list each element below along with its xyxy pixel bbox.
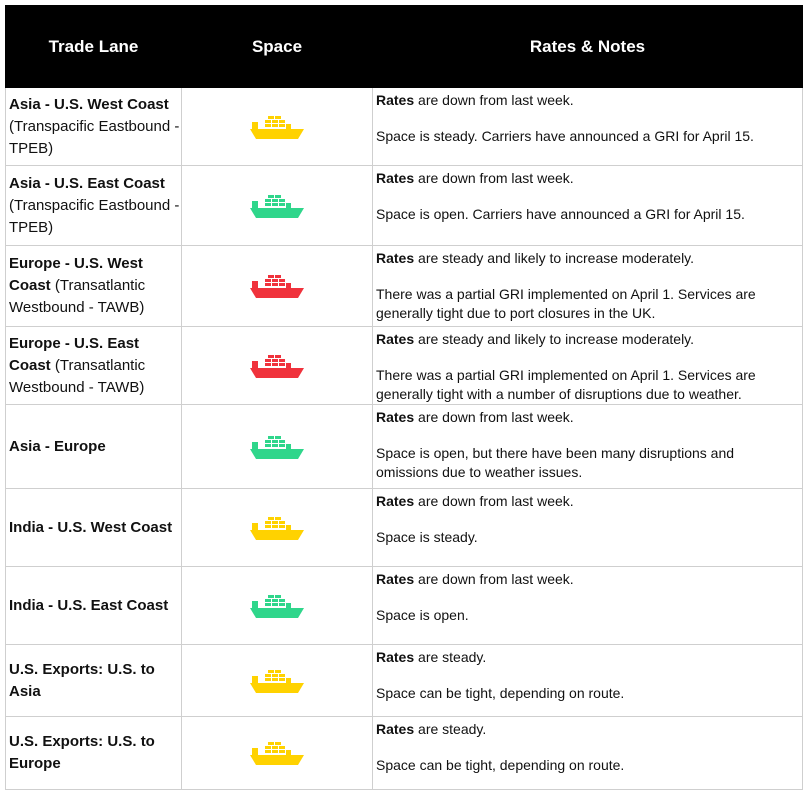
rates-label: Rates xyxy=(376,250,415,266)
trade-lane-cell xyxy=(6,567,182,645)
trade-lane-cell xyxy=(6,489,182,567)
rates-label: Rates xyxy=(376,409,415,425)
trade-lane-detail: (Transpacific Eastbound - TPEB) xyxy=(9,117,180,157)
trade-lane-cell xyxy=(6,88,182,166)
ship-icon xyxy=(250,516,304,540)
ship-icon xyxy=(250,741,304,765)
ship-icon xyxy=(250,274,304,298)
trade-lane-detail: (Transatlantic Westbound - TAWB) xyxy=(9,356,146,396)
space-note: Space is open, but there have been many disruptions and omissions due to weather issues. xyxy=(376,445,735,480)
space-status-cell xyxy=(182,405,373,489)
rates-line xyxy=(376,492,796,511)
rates-line xyxy=(376,570,796,589)
rates-text: are steady and likely to increase moderately. xyxy=(414,331,695,347)
rates-notes-cell xyxy=(373,567,803,645)
header-rates-notes: Rates & Notes xyxy=(373,6,803,88)
space-status-cell xyxy=(182,166,373,246)
ship-icon xyxy=(250,435,304,459)
ship-icon xyxy=(250,594,304,618)
rates-notes-cell xyxy=(373,489,803,567)
space-status-cell xyxy=(182,645,373,717)
rates-line xyxy=(376,408,796,427)
rates-text: are steady. xyxy=(414,649,487,665)
rates-line xyxy=(376,330,796,349)
rates-text: are steady. xyxy=(414,721,487,737)
space-note: There was a partial GRI implemented on April 1. Services are generally tight due to port closures in the UK. xyxy=(376,286,756,321)
table-row xyxy=(6,567,803,645)
rates-label: Rates xyxy=(376,331,415,347)
space-note: Space can be tight, depending on route. xyxy=(376,685,625,701)
rates-text: are down from last week. xyxy=(414,409,574,425)
table-row xyxy=(6,166,803,246)
trade-lane-detail: (Transatlantic Westbound - TAWB) xyxy=(9,277,146,316)
space-note: Space is steady. Carriers have announced a GRI for April 15. xyxy=(376,128,754,144)
rates-text: are down from last week. xyxy=(414,571,574,587)
trade-lane-name: Asia - U.S. East Coast xyxy=(9,174,165,192)
trade-lane-cell xyxy=(6,166,182,246)
ship-icon xyxy=(250,194,304,218)
space-note: Space can be tight, depending on route. xyxy=(376,757,625,773)
rates-line xyxy=(376,648,796,667)
rates-notes-cell xyxy=(373,88,803,166)
rates-label: Rates xyxy=(376,92,415,108)
header-space: Space xyxy=(182,6,373,88)
trade-lane-cell xyxy=(6,246,182,327)
space-status-cell xyxy=(182,88,373,166)
trade-lane-name: Asia - U.S. West Coast xyxy=(9,95,169,113)
table-row xyxy=(6,489,803,567)
trade-lane-cell xyxy=(6,405,182,489)
header-trade-lane: Trade Lane xyxy=(6,6,182,88)
rates-label: Rates xyxy=(376,170,415,186)
space-note: Space is steady. xyxy=(376,529,478,545)
table-row xyxy=(6,645,803,717)
trade-lane-detail: (Transpacific Eastbound - TPEB) xyxy=(9,196,180,236)
table-row xyxy=(6,88,803,166)
trade-lane-name: Europe - U.S. West Coast xyxy=(9,255,143,294)
table-row xyxy=(6,246,803,327)
trade-lane-cell xyxy=(6,717,182,790)
space-status-cell xyxy=(182,717,373,790)
rates-notes-cell xyxy=(373,645,803,717)
trade-lane-name: Europe - U.S. East Coast xyxy=(9,334,140,374)
trade-lane-name: U.S. Exports: U.S. to Asia xyxy=(9,660,155,700)
rates-text: are down from last week. xyxy=(414,170,574,186)
trade-lane-cell xyxy=(6,645,182,717)
rates-label: Rates xyxy=(376,721,415,737)
trade-lane-name: India - U.S. East Coast xyxy=(9,596,169,614)
table-body xyxy=(6,88,803,790)
table-row xyxy=(6,405,803,489)
trade-lane-cell xyxy=(6,327,182,405)
space-status-cell xyxy=(182,246,373,327)
trade-lane-name: Asia - Europe xyxy=(9,437,106,455)
rates-text: are down from last week. xyxy=(414,92,574,108)
table-row xyxy=(6,717,803,790)
table-header-row xyxy=(6,6,803,88)
rates-notes-cell xyxy=(373,166,803,246)
rates-text: are down from last week. xyxy=(414,493,574,509)
rates-notes-cell xyxy=(373,327,803,405)
rates-label: Rates xyxy=(376,571,415,587)
trade-lane-name: India - U.S. West Coast xyxy=(9,518,173,536)
rates-label: Rates xyxy=(376,493,415,509)
rates-notes-cell xyxy=(373,405,803,489)
space-status-cell xyxy=(182,489,373,567)
rates-text: are steady and likely to increase moderately. xyxy=(414,250,695,266)
rates-line xyxy=(376,91,796,110)
ship-icon xyxy=(250,669,304,693)
space-status-cell xyxy=(182,567,373,645)
rates-line xyxy=(376,720,796,739)
table-row xyxy=(6,327,803,405)
rates-line xyxy=(376,169,796,188)
space-note: Space is open. Carriers have announced a GRI for April 15. xyxy=(376,206,745,222)
ship-icon xyxy=(250,354,304,378)
trade-lane-name: U.S. Exports: U.S. to Europe xyxy=(9,733,155,772)
rates-label: Rates xyxy=(376,649,415,665)
trade-lane-table xyxy=(5,5,803,790)
rates-line xyxy=(376,249,796,268)
trade-lane-table-container xyxy=(5,5,802,790)
space-status-cell xyxy=(182,327,373,405)
rates-notes-cell xyxy=(373,717,803,790)
space-note: Space is open. xyxy=(376,607,469,623)
space-note: There was a partial GRI implemented on April 1. Services are generally tight with a number of disruptions due to weather. xyxy=(376,367,756,402)
rates-notes-cell xyxy=(373,246,803,327)
ship-icon xyxy=(250,115,304,139)
